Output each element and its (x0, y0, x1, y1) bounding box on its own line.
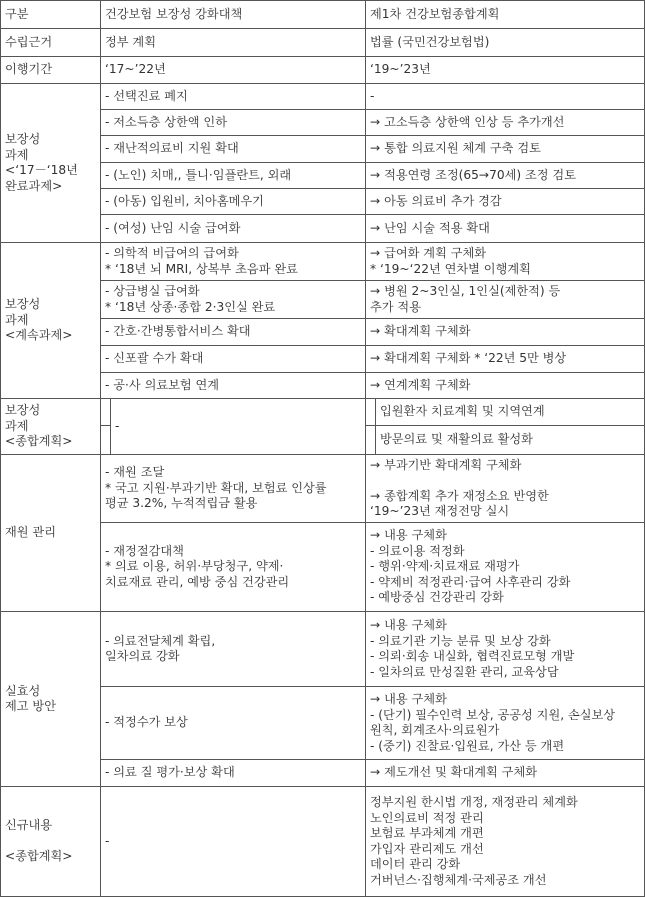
plan-a-cell: - 의료전달체계 확립, 일차의료 강화 (101, 612, 366, 687)
group-label-effectiveness-measures: 실효성 제고 방안 (1, 612, 101, 787)
plan-b-cell: - (366, 84, 645, 110)
plan-a-cell: - 신포괄 수가 확대 (101, 346, 366, 373)
group-label-continuing-tasks: 보장성 과제 <계속과제> (1, 243, 101, 399)
plan-b-cell: → 난임 시술 적용 확대 (366, 215, 645, 243)
table-row-header (1, 1, 645, 29)
table-row (1, 787, 645, 897)
plan-b-cell: → 부과기반 확대계획 구체화 → 종합계획 추가 재정소요 반영한 ‘19~’23년 재정전망 실시 (366, 455, 645, 523)
plan-a-cell: - 선택진료 폐지 (101, 84, 366, 110)
period-plan-a: ‘17~’22년 (101, 57, 366, 84)
plan-a-cell: - (여성) 난임 시술 급여화 (101, 215, 366, 243)
plan-b-cell: 입원환자 치료계획 및 지역연계 (376, 399, 645, 426)
period-plan-b: ‘19~’23년 (366, 57, 645, 84)
plan-a-cell: - 적정수가 보상 (101, 687, 366, 760)
plan-b-cell: → 병원 2~3인실, 1인실(제한적) 등 추가 적용 (366, 281, 645, 319)
plan-b-cell: → 적용연령 조정(65→70세) 조정 검토 (366, 163, 645, 189)
plan-a-cell: - (노인) 치매,, 틀니·임플란트, 외래 (101, 163, 366, 189)
plan-a-cell: - 재난적의료비 지원 확대 (101, 136, 366, 163)
row-label-basis: 수립근거 (1, 29, 101, 57)
plan-b-cell: → 내용 구체화 - 의료이용 적정화 - 행위·약제·치료재료 재평가 - 약제비 적정관리·급여 사후관리 강화 - 예방중심 건강관리 강화 (366, 523, 645, 612)
plan-b-cell: → 확대계획 구체화 (366, 319, 645, 346)
plan-b-cell: → 내용 구체화 - 의료기관 기능 분류 및 보상 강화 - 의뢰·회송 내실화, 협력진료모형 개발 - 일차의료 만성질환 관리, 교육상담 (366, 612, 645, 687)
plan-b-cell: 방문의료 및 재활의료 활성화 (376, 426, 645, 455)
plan-a-cell: - 의학적 비급여의 급여화 * ‘18년 뇌 MRI, 상복부 초음파 완료 (101, 243, 366, 281)
plan-a-cell: - 의료 질 평가·보상 확대 (101, 760, 366, 787)
plan-a-cell: - (101, 787, 366, 897)
plan-b-cell: 정부지원 한시법 개정, 재정관리 체계화 노인의료비 적정 관리 보험료 부과체계 개편 가입자 관리제도 개선 데이터 관리 강화 거버넌스·집행체계·국제공조 개선 (366, 787, 645, 897)
plan-a-cell: - (111, 399, 366, 455)
plan-b-cell: → 아동 의료비 추가 경감 (366, 189, 645, 215)
table-row (1, 455, 645, 523)
plan-a-cell: - 간호·간병통합서비스 확대 (101, 319, 366, 346)
row-label-period: 이행기간 (1, 57, 101, 84)
spacer-cell (366, 426, 376, 455)
plan-b-cell: → 확대계획 구체화 * ‘22년 5만 병상 (366, 346, 645, 373)
plan-b-cell: → 고소득층 상한액 인상 등 추가개선 (366, 110, 645, 136)
table-row (1, 399, 645, 426)
header-col-strengthening-plan: 건강보험 보장성 강화대책 (101, 1, 366, 29)
table-row (1, 84, 645, 110)
spacer-cell (101, 399, 111, 426)
plan-b-cell: → 내용 구체화 - (단기) 필수인력 보상, 공공성 지원, 손실보상 원칙, 회계조사·의료원가 - (중기) 진찰료·입원료, 가산 등 개편 (366, 687, 645, 760)
plan-a-cell: - (아동) 입원비, 치아홈메우기 (101, 189, 366, 215)
plan-a-cell: - 재정절감대책 * 의료 이용, 허위·부당청구, 약제· 치료재료 관리, 예방 중심 건강관리 (101, 523, 366, 612)
plan-a-cell: - 재원 조달 * 국고 지원·부과기반 확대, 보험료 인상률 평균 3.2%, 누적적립금 활용 (101, 455, 366, 523)
group-label-finance-management: 재원 관리 (1, 455, 101, 612)
plan-b-cell: → 연계계획 구체화 (366, 373, 645, 399)
table-row (1, 612, 645, 687)
plan-a-cell: - 공·사 의료보험 연계 (101, 373, 366, 399)
header-col-comprehensive-plan: 제1차 건강보험종합계획 (366, 1, 645, 29)
group-label-comprehensive-plan: 보장성 과제 <종합계획> (1, 399, 101, 455)
spacer-cell (366, 399, 376, 426)
header-col-category: 구분 (1, 1, 101, 29)
plan-a-cell: - 상급병실 급여화 * ‘18년 상종·종합 2·3인실 완료 (101, 281, 366, 319)
spacer-cell (101, 426, 111, 455)
table-row (1, 57, 645, 84)
table-row (1, 243, 645, 281)
basis-plan-a: 정부 계획 (101, 29, 366, 57)
group-label-completed-tasks: 보장성 과제 <‘17－‘18년 완료과제> (1, 84, 101, 243)
basis-plan-b: 법률 (국민건강보험법) (366, 29, 645, 57)
plan-b-cell: → 제도개선 및 확대계획 구체화 (366, 760, 645, 787)
table-row (1, 29, 645, 57)
plan-b-cell: → 통합 의료지원 체계 구축 검토 (366, 136, 645, 163)
group-label-new-contents: 신규내용 <종합계획> (1, 787, 101, 897)
plan-a-cell: - 저소득층 상한액 인하 (101, 110, 366, 136)
plan-b-cell: → 급여화 계획 구체화 * ‘19~‘22년 연차별 이행계획 (366, 243, 645, 281)
